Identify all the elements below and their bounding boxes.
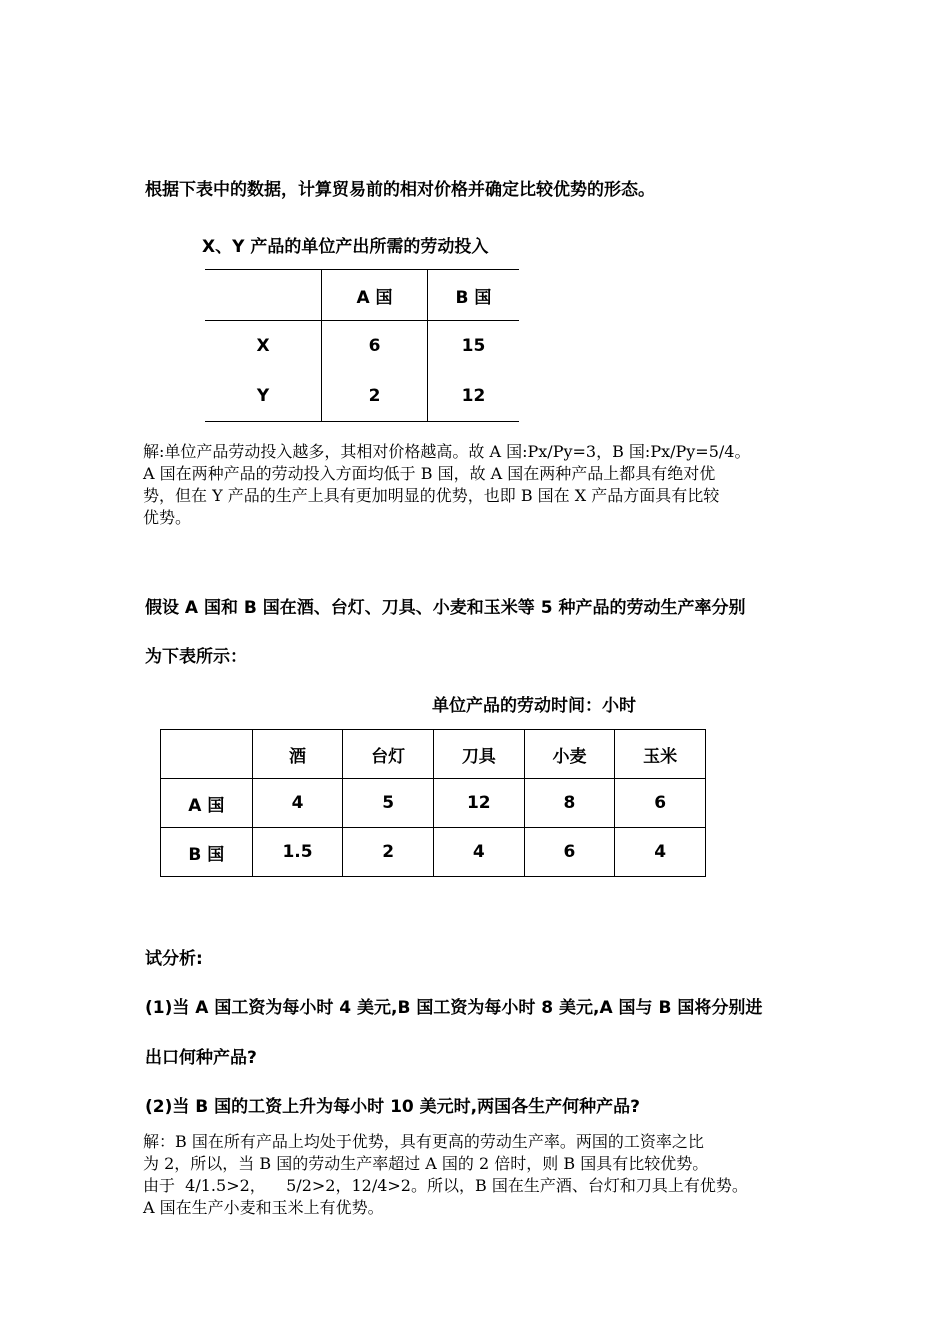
- sub-question-2: (2)当 B 国的工资上升为每小时 10 美元时,两国各生产何种产品?: [145, 1097, 640, 1117]
- table-cell: 5: [343, 779, 434, 828]
- table-row: [161, 828, 706, 877]
- question-1-prompt: 根据下表中的数据，计算贸易前的相对价格并确定比较优势的形态。: [145, 180, 655, 200]
- table-header-cell: 小麦: [524, 730, 615, 779]
- table-cell: 15: [461, 336, 486, 356]
- table-header-cell: 刀具: [433, 730, 524, 779]
- answer-2: [143, 1131, 823, 1219]
- table-cell: 1.5: [252, 828, 343, 877]
- table-header-cell: 台灯: [343, 730, 434, 779]
- table-header-cell: [205, 270, 322, 321]
- answer-line: 为 2，所以，当 B 国的劳动生产率超过 A 国的 2 倍时，则 B 国具有比较优势。: [143, 1154, 709, 1173]
- table-cell: 6: [524, 828, 615, 877]
- table-cell: 4: [615, 828, 706, 877]
- table-cell: 12: [428, 371, 520, 422]
- table-header-row: [205, 270, 519, 321]
- analysis-label: 试分析:: [145, 949, 203, 969]
- sub-question-1-line-2: 出口何种产品?: [145, 1048, 257, 1068]
- table-row: [161, 779, 706, 828]
- table-header-row: [161, 730, 706, 779]
- table-header-cell: A 国: [322, 270, 428, 321]
- table-row-label: A 国: [161, 779, 253, 828]
- table-1-title: X、Y 产品的单位产出所需的劳动投入: [202, 237, 489, 257]
- labor-time-table: [160, 729, 706, 877]
- sub-question-1-line-1: (1)当 A 国工资为每小时 4 美元,B 国工资为每小时 8 美元,A 国与 B 国将分别进: [145, 998, 763, 1018]
- answer-line: A 国在两种产品的劳动投入方面均低于 B 国，故 A 国在两种产品上都具有绝对优: [143, 464, 716, 483]
- table-cell: 6: [322, 321, 428, 372]
- table-cell: 4: [252, 779, 343, 828]
- table-header-cell: [161, 730, 253, 779]
- labor-input-table: [205, 269, 519, 422]
- table-cell: 2: [343, 828, 434, 877]
- table-header-cell: B 国: [428, 270, 520, 321]
- table-row: [205, 321, 519, 372]
- table-header-cell: 玉米: [615, 730, 706, 779]
- question-2-prompt-line-1: 假设 A 国和 B 国在酒、台灯、刀具、小麦和玉米等 5 种产品的劳动生产率分别: [145, 598, 746, 618]
- table-cell: 2: [322, 371, 428, 422]
- table-cell: 8: [524, 779, 615, 828]
- answer-line: A 国在生产小麦和玉米上有优势。: [143, 1198, 384, 1217]
- table-header-cell: 酒: [252, 730, 343, 779]
- answer-line: 解：B 国在所有产品上均处于优势，具有更高的劳动生产率。两国的工资率之比: [143, 1132, 704, 1151]
- table-cell: X: [205, 321, 322, 372]
- question-2-prompt-line-2: 为下表所示：: [145, 647, 247, 667]
- answer-line: 势，但在 Y 产品的生产上具有更加明显的优势，也即 B 国在 X 产品方面具有比较: [143, 486, 720, 505]
- table-cell: Y: [205, 371, 322, 422]
- table-row: [205, 371, 519, 422]
- table-2-title: 单位产品的劳动时间：小时: [432, 696, 636, 716]
- answer-line: 优势。: [143, 508, 192, 527]
- answer-1: [143, 441, 823, 529]
- table-row-label: B 国: [161, 828, 253, 877]
- answer-line: 解:单位产品劳动投入越多，其相对价格越高。故 A 国:Px/Py=3，B 国:Px/Py=5/4。: [143, 442, 751, 461]
- answer-line: 由于 4/1.5>2， 5/2>2，12/4>2。所以，B 国在生产酒、台灯和刀具上有优势。: [143, 1176, 748, 1195]
- table-cell: 12: [433, 779, 524, 828]
- table-cell: 4: [433, 828, 524, 877]
- table-cell: 6: [615, 779, 706, 828]
